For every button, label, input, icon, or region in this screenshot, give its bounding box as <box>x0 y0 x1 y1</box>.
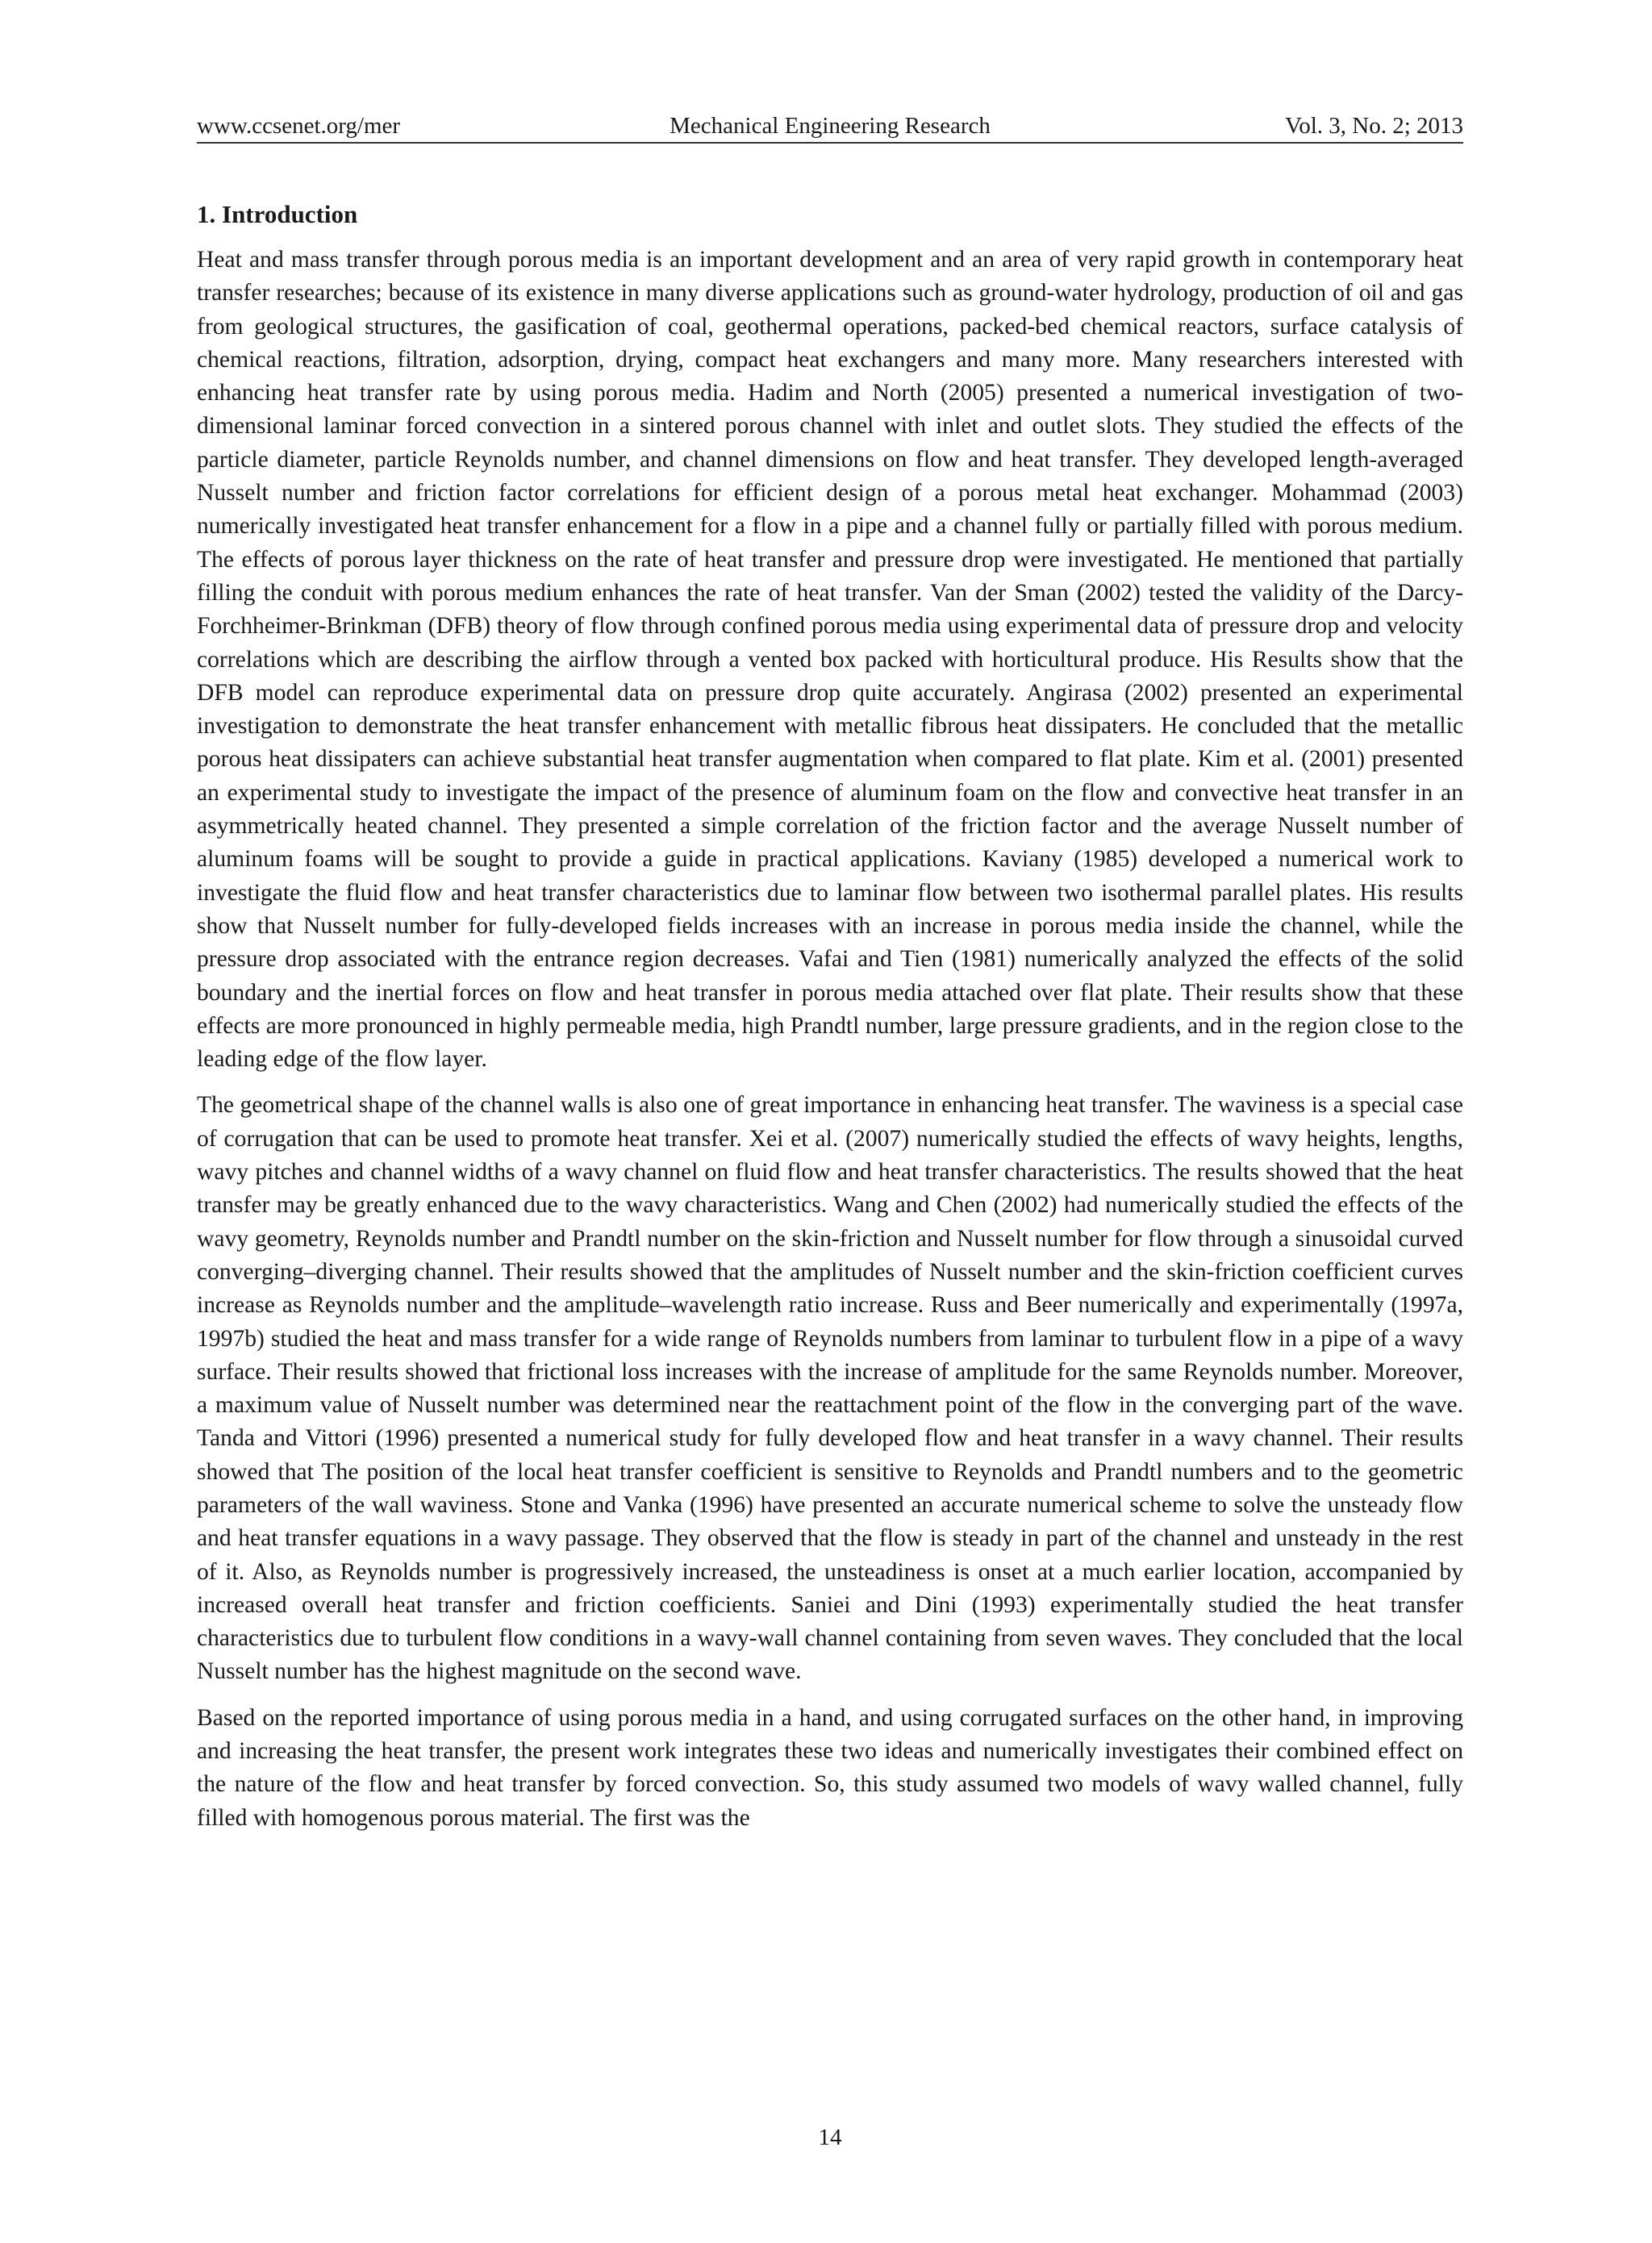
body-text <box>197 244 1463 1848</box>
page-number: 14 <box>818 2124 842 2150</box>
running-header <box>197 110 1463 144</box>
volume-info: Vol. 3, No. 2; 2013 <box>1284 113 1463 139</box>
paragraph: The geometrical shape of the channel walls is also one of great importance in enhancing heat transfer. The waviness is a special case of corrugation that can be used to promote heat transfer. Xei et al. (2007) numerically studied the effects of wavy heights, lengths, wavy pitches and channel widths of a wavy channel on fluid flow and heat transfer characteristics. The results showed that the heat transfer may be greatly enhanced due to the wavy characteristics. Wang and Chen (2002) had numerically studied the effects of the wavy geometry, Reynolds number and Prandtl number on the skin-friction and Nusselt number for flow through a sinusoidal curved converging–diverging channel. Their results showed that the amplitudes of Nusselt number and the skin-friction coefficient curves increase as Reynolds number and the amplitude–wavelength ratio increase. Russ and Beer numerically and experimentally (1997a, 1997b) studied the heat and mass transfer for a wide range of Reynolds numbers from laminar to turbulent flow in a pipe of a wavy surface. Their results showed that frictional loss increases with the increase of amplitude for the same Reynolds number. Moreover, a maximum value of Nusselt number was determined near the reattachment point of the flow in the converging part of the wave. Tanda and Vittori (1996) presented a numerical study for fully developed flow and heat transfer in a wavy channel. Their results showed that The position of the local heat transfer coefficient is sensitive to Reynolds and Prandtl numbers and to the geometric parameters of the wall waviness. Stone and Vanka (1996) have presented an accurate numerical scheme to solve the unsteady flow and heat transfer equations in a wavy passage. They observed that the flow is steady in part of the channel and unsteady in the rest of it. Also, as Reynolds number is progressively increased, the unsteadiness is onset at a much earlier location, accompanied by increased overall heat transfer and friction coefficients. Saniei and Dini (1993) experimentally studied the heat transfer characteristics due to turbulent flow conditions in a wavy-wall channel containing from seven waves. They concluded that the local Nusselt number has the highest magnitude on the second wave. <box>197 1092 1463 1685</box>
paragraph: Heat and mass transfer through porous media is an important development and an area of very rapid growth in contemporary heat transfer researches; because of its existence in many diverse applications such as ground-water hydrology, production of oil and gas from geological structures, the gasification of coal, geothermal operations, packed-bed chemical reactors, surface catalysis of chemical reactions, filtration, adsorption, drying, compact heat exchangers and many more. Many researchers interested with enhancing heat transfer rate by using porous media. Hadim and North (2005) presented a numerical investigation of two-dimensional laminar forced convection in a sintered porous channel with inlet and outlet slots. They studied the effects of the particle diameter, particle Reynolds number, and channel dimensions on flow and heat transfer. They developed length-averaged Nusselt number and friction factor correlations for efficient design of a porous metal heat exchanger. Mohammad (2003) numerically investigated heat transfer enhancement for a flow in a pipe and a channel fully or partially filled with porous medium. The effects of porous layer thickness on the rate of heat transfer and pressure drop were investigated. He mentioned that partially filling the conduit with porous medium enhances the rate of heat transfer. Van der Sman (2002) tested the validity of the Darcy-Forchheimer-Brinkman (DFB) theory of flow through confined porous media using experimental data of pressure drop and velocity correlations which are describing the airflow through a vented box packed with horticultural produce. His Results show that the DFB model can reproduce experimental data on pressure drop quite accurately. Angirasa (2002) presented an experimental investigation to demonstrate the heat transfer enhancement with metallic fibrous heat dissipaters. He concluded that the metallic porous heat dissipaters can achieve substantial heat transfer augmentation when compared to flat plate. Kim et al. (2001) presented an experimental study to investigate the impact of the presence of aluminum foam on the flow and convective heat transfer in an asymmetrically heated channel. They presented a simple correlation of the friction factor and the average Nusselt number of aluminum foams will be sought to provide a guide in practical applications. Kaviany (1985) developed a numerical work to investigate the fluid flow and heat transfer characteristics due to laminar flow between two isothermal parallel plates. His results show that Nusselt number for fully-developed fields increases with an increase in porous media inside the channel, while the pressure drop associated with the entrance region decreases. Vafai and Tien (1981) numerically analyzed the effects of the solid boundary and the inertial forces on flow and heat transfer in porous media attached over flat plate. Their results show that these effects are more pronounced in highly permeable media, high Prandtl number, large pressure gradients, and in the region close to the leading edge of the flow layer. <box>197 247 1463 1073</box>
section-title: 1. Introduction <box>197 200 358 228</box>
paragraph: Based on the reported importance of using porous media in a hand, and using corrugated surfaces on the other hand, in improving and increasing the heat transfer, the present work integrates these two ideas and numerically investigates their combined effect on the nature of the flow and heat transfer by forced convection. So, this study assumed two models of wavy walled channel, fully filled with homogenous porous material. The first was the <box>197 1704 1463 1831</box>
journal-url: www.ccsenet.org/mer <box>197 113 401 139</box>
journal-name: Mechanical Engineering Research <box>670 113 991 139</box>
